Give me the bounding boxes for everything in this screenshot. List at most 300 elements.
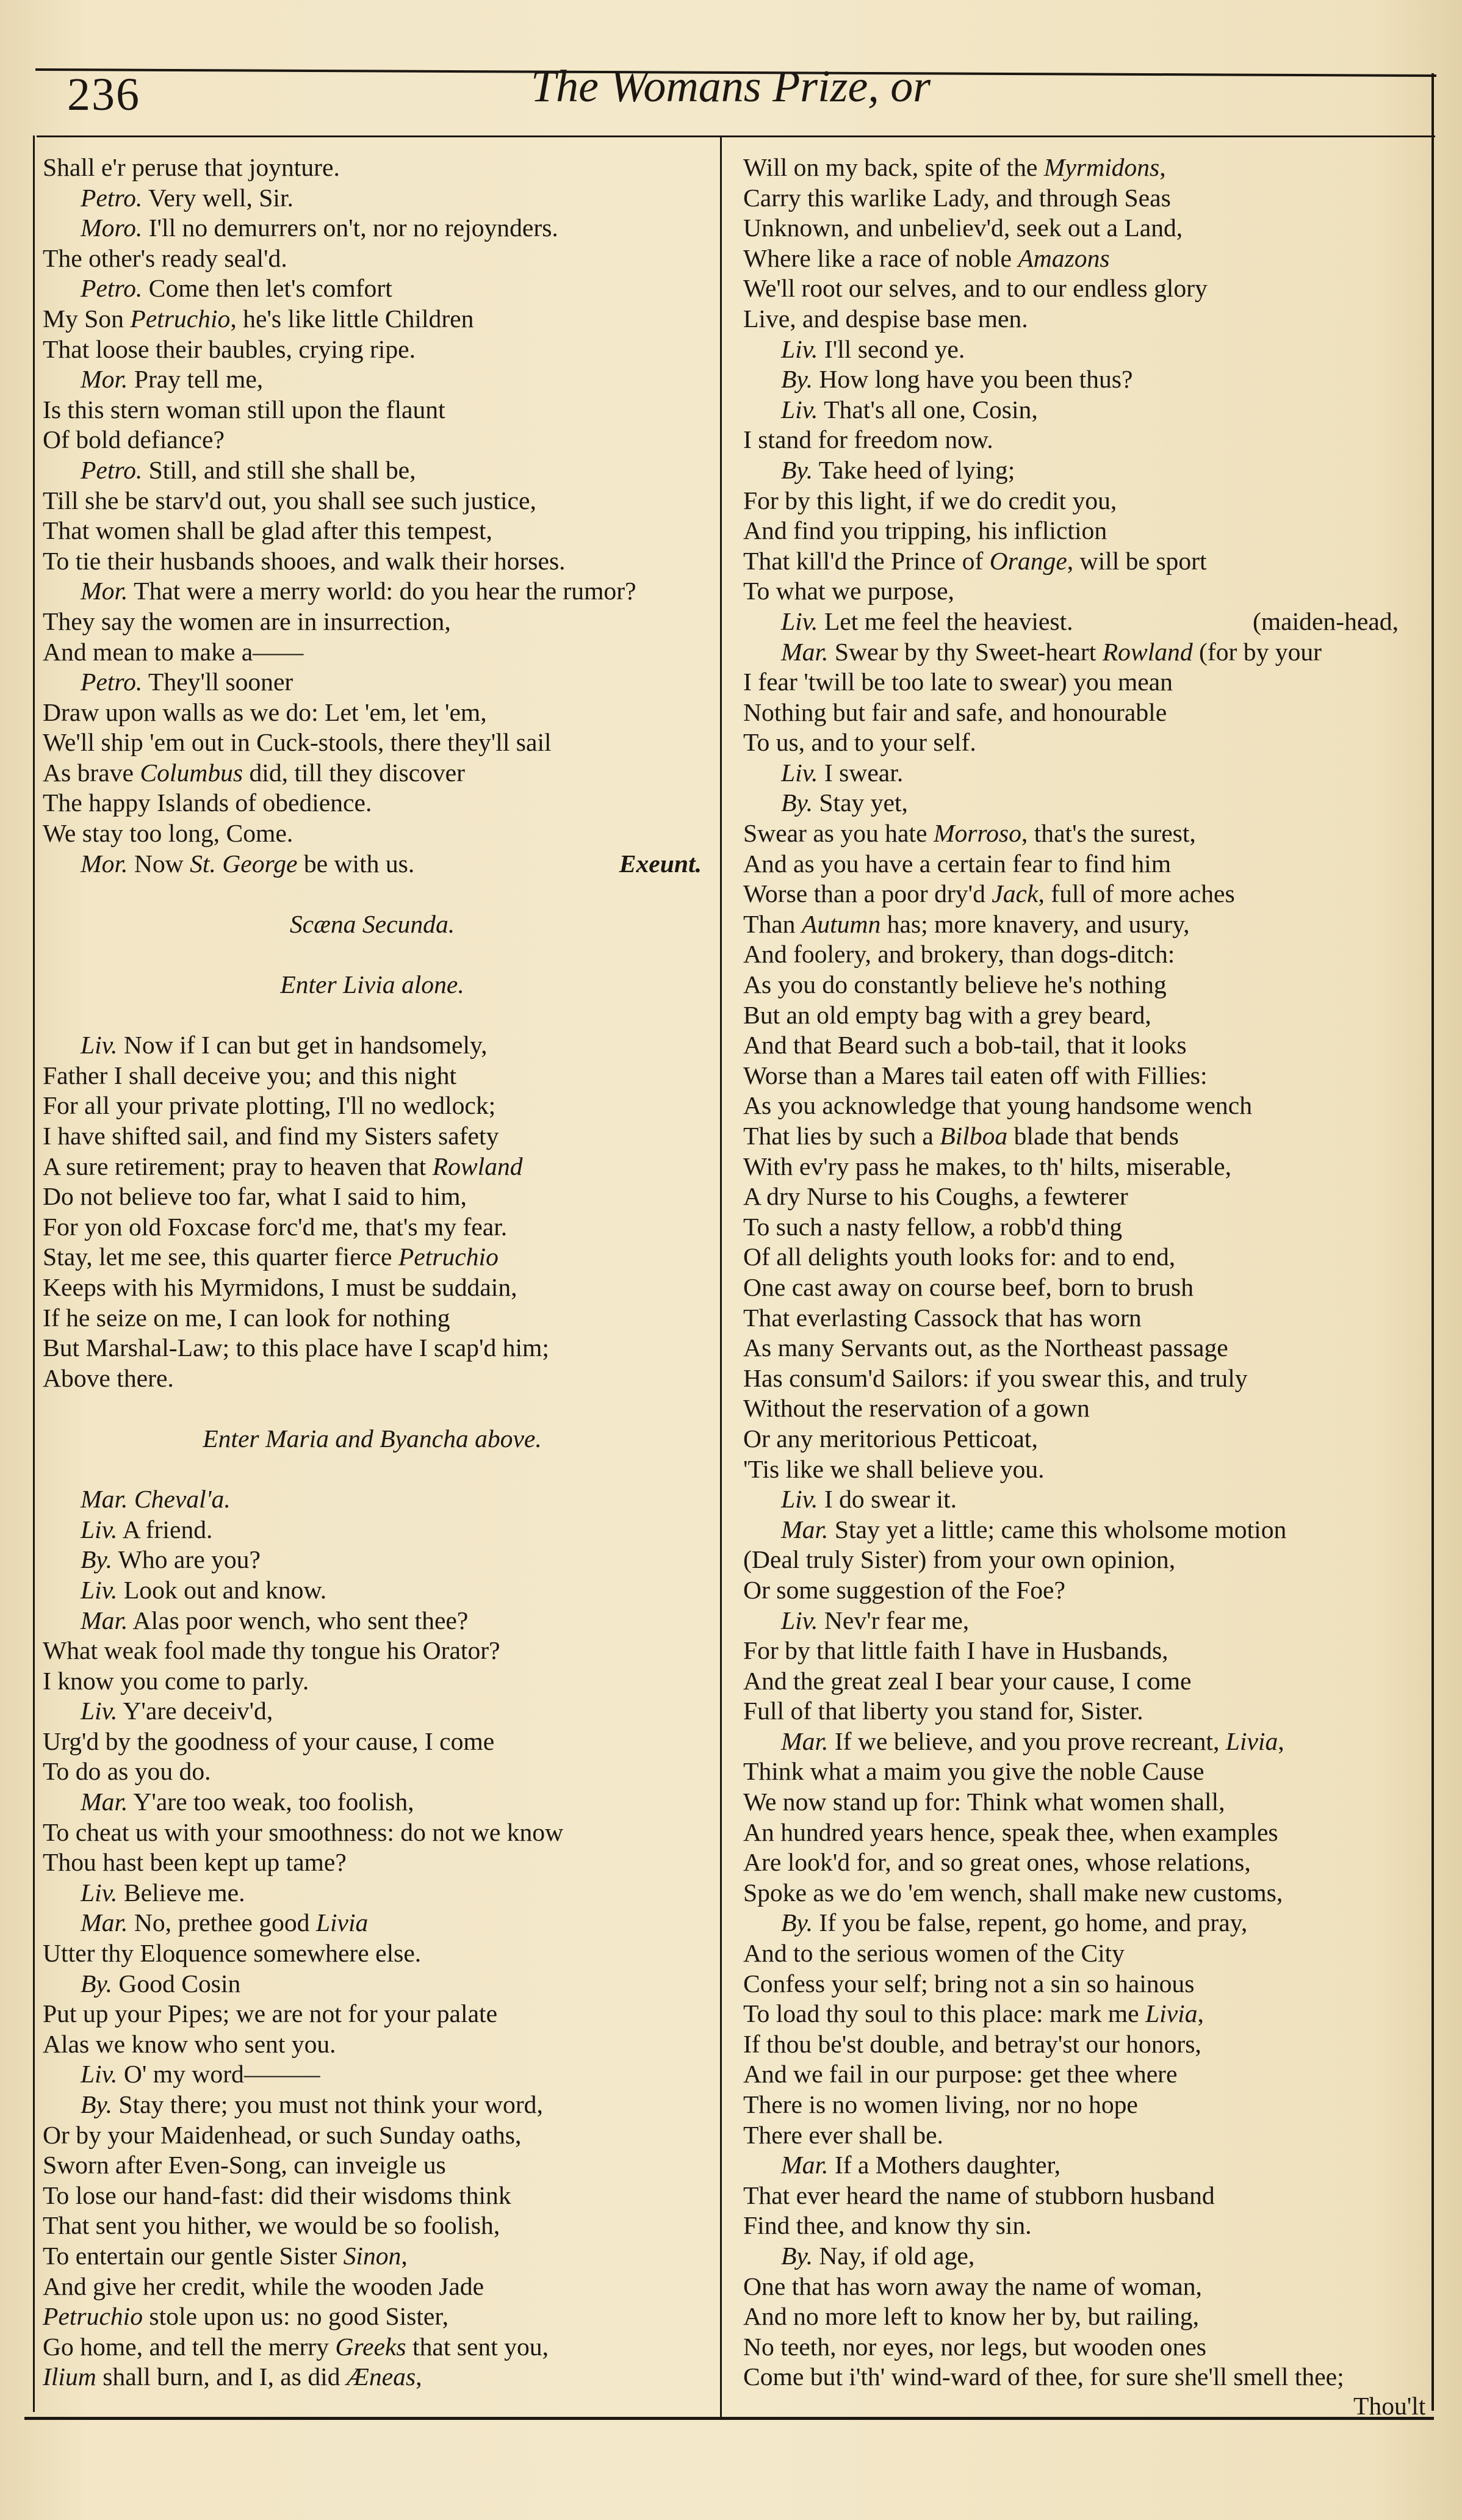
line-text: Swear as you hate [743, 819, 934, 848]
verse-line [43, 1121, 702, 1152]
verse-line [743, 1273, 1421, 1303]
speech-line [743, 758, 1421, 789]
line-text: Now [134, 849, 190, 878]
verse-line [743, 2302, 1421, 2332]
verse-line [743, 576, 1421, 607]
line-text: Urg'd by the goodness of your cause, I come [43, 1727, 495, 1755]
speaker-name: Liv. [781, 395, 818, 424]
italic-name: Greeks [335, 2332, 406, 2361]
verse-line [743, 1999, 1421, 2029]
italic-name: Petruchio [398, 1243, 499, 1271]
line-text: And that Beard such a bob-tail, that it looks [743, 1031, 1187, 1060]
speech-line [743, 1727, 1421, 1757]
verse-line [43, 637, 702, 668]
verse-line [743, 516, 1421, 546]
line-text: , [1197, 1999, 1204, 2028]
line-text: Is this stern woman still upon the flaunt [43, 395, 445, 424]
line-text: That everlasting Cassock that has worn [743, 1303, 1142, 1332]
verse-line [43, 304, 702, 334]
verse-line [43, 2150, 702, 2181]
verse-line [743, 2211, 1421, 2241]
verse-line [43, 2272, 702, 2302]
line-text: We stay too long, Come. [43, 819, 293, 848]
verse-line [743, 1969, 1421, 1999]
line-text: For by that little faith I have in Husbands, [743, 1636, 1169, 1665]
speaker-name: By. [81, 1545, 112, 1574]
line-text: be with us. [297, 849, 415, 878]
verse-line [743, 304, 1421, 334]
verse-line [43, 1061, 702, 1091]
line-text: To cheat us with your smoothness: do not we know [43, 1818, 564, 1846]
line-text: Alas we know who sent you. [43, 2029, 336, 2058]
verse-line [43, 1999, 702, 2029]
line-text: has; more knavery, and usury, [880, 909, 1190, 938]
verse-line [43, 1333, 702, 1363]
line-text: Without the reservation of a gown [743, 1394, 1090, 1423]
italic-name: Æneas [346, 2363, 416, 2391]
line-text: If you be false, repent, go home, and pray, [819, 1908, 1248, 1937]
line-text: O' my word——— [123, 2060, 320, 2089]
line-text: I have shifted sail, and find my Sisters safety [43, 1122, 499, 1150]
speech-line [43, 667, 702, 698]
verse-line [743, 1061, 1421, 1091]
line-text: To such a nasty fellow, a robb'd thing [743, 1212, 1123, 1241]
verse-line [43, 1636, 702, 1666]
speaker-name: By. [781, 2241, 813, 2270]
line-text: I do swear it. [824, 1485, 957, 1514]
catchword: Thou'lt [1353, 2392, 1426, 2420]
line-text: shall burn, and I, as did [96, 2363, 347, 2391]
verse-line [743, 1152, 1421, 1182]
italic-name: Ilium [43, 2363, 96, 2391]
blank-line [43, 1000, 702, 1031]
blank-line [43, 1454, 702, 1485]
line-text: One that has worn away the name of woman, [743, 2272, 1202, 2300]
line-text: Put up your Pipes; we are not for your palate [43, 1999, 498, 2028]
line-text: With ev'ry pass he makes, to th' hilts, miserable, [743, 1152, 1231, 1180]
verse-line [743, 1091, 1421, 1121]
verse-line [743, 1636, 1421, 1666]
right-border [1431, 73, 1434, 2411]
line-text: Above there. [43, 1363, 174, 1392]
line-text: Stay, let me see, this quarter fierce [43, 1243, 398, 1271]
verse-line [743, 2181, 1421, 2211]
line-text: I'll no demurrers on't, nor no rejoynders. [148, 214, 558, 242]
line-text: Stay yet a little; came this wholsome motion [834, 1515, 1287, 1543]
italic-name: Petruchio [130, 304, 231, 333]
verse-line [743, 153, 1421, 183]
line-text: Live, and despise base men. [743, 304, 1028, 333]
speech-line [743, 607, 1421, 637]
line-text: My Son [43, 304, 131, 333]
speaker-name: Petro. [81, 183, 143, 212]
blank-line [43, 879, 702, 909]
line-text: , he's like little Children [230, 304, 474, 333]
speaker-name: Mar. [781, 637, 829, 666]
verse-line [43, 486, 702, 516]
line-text: And foolery, and brokery, than dogs-ditch: [743, 940, 1175, 969]
line-text: Believe me. [123, 1878, 245, 1907]
verse-line [743, 486, 1421, 516]
line-text: (for by your [1192, 637, 1322, 666]
verse-line [743, 879, 1421, 909]
speaker-name: By. [781, 455, 813, 484]
line-text: Keeps with his Myrmidons, I must be suddain, [43, 1273, 517, 1301]
speaker-name: By. [781, 1908, 813, 1937]
verse-line [743, 1696, 1421, 1727]
verse-line [743, 546, 1421, 577]
verse-line [743, 818, 1421, 849]
speech-line [43, 1575, 702, 1606]
line-text: Or some suggestion of the Foe? [743, 1575, 1065, 1604]
verse-line [43, 1091, 702, 1121]
speech-line [43, 576, 702, 607]
speaker-name: Mar. [81, 1788, 128, 1816]
line-text: As many Servants out, as the Northeast passage [743, 1334, 1228, 1362]
line-text: To us, and to your self. [743, 728, 976, 757]
line-text: A sure retirement; pray to heaven that [43, 1152, 433, 1180]
line-text: did, till they discover [243, 758, 465, 787]
speaker-name: Mar. [781, 1515, 829, 1543]
verse-line [43, 425, 702, 455]
speech-line [43, 1545, 702, 1575]
column-divider [720, 135, 722, 2418]
line-text: Will on my back, spite of the [743, 153, 1044, 181]
speaker-name: Liv. [81, 2060, 118, 2089]
speech-line [43, 213, 702, 244]
verse-line [43, 2029, 702, 2060]
line-text: To entertain our gentle Sister [43, 2241, 344, 2270]
line-text: stole upon us: no good Sister, [143, 2302, 448, 2331]
speech-line [43, 2090, 702, 2120]
italic-name: Autumn [801, 909, 881, 938]
italic-name: Livia [1145, 1999, 1198, 2028]
page-number: 236 [67, 69, 140, 120]
line-text: As brave [43, 758, 140, 787]
speaker-name: By. [81, 2090, 112, 2118]
speech-line [743, 637, 1421, 668]
line-text: Alas poor wench, who sent thee? [132, 1606, 469, 1634]
line-text: , [401, 2241, 408, 2270]
italic-name: Orange [989, 546, 1067, 575]
verse-line [743, 909, 1421, 940]
verse-line [743, 1666, 1421, 1697]
verse-line [43, 244, 702, 274]
verse-line [743, 2059, 1421, 2090]
line-text: For yon old Foxcase forc'd me, that's my fear. [43, 1212, 508, 1241]
line-text: I fear 'twill be too late to swear) you mean [743, 668, 1173, 696]
speaker-name: Liv. [781, 758, 818, 787]
verse-line [43, 607, 702, 637]
line-text: Come then let's comfort [148, 274, 392, 303]
italic-name: Rowland [1102, 637, 1193, 666]
turnover-text: (maiden-head, [1252, 607, 1399, 635]
line-text: To load thy soul to this place: mark me [743, 1999, 1146, 2028]
line-text: , [1278, 1727, 1284, 1755]
verse-line [43, 516, 702, 546]
line-text: That women shall be glad after this tempest, [43, 516, 492, 545]
speaker-name: By. [81, 1969, 112, 1998]
line-text: If a Mothers daughter, [834, 2151, 1061, 2179]
verse-line [43, 334, 702, 365]
verse-line [743, 1847, 1421, 1878]
italic-name: Petruchio [43, 2302, 143, 2331]
speech-line [743, 455, 1421, 486]
line-text: And as you have a certain fear to find him [743, 849, 1172, 878]
line-text: And we fail in our purpose: get thee where [743, 2060, 1178, 2089]
verse-line [43, 1847, 702, 1878]
blank-line [43, 1393, 702, 1424]
verse-line [743, 2272, 1421, 2302]
speaker-name: Liv. [81, 1515, 118, 1543]
speaker-name: Mor. [81, 849, 128, 878]
verse-line [43, 546, 702, 577]
line-text: As you acknowledge that young handsome wench [743, 1091, 1252, 1120]
speech-line [743, 788, 1421, 818]
line-text: Look out and know. [123, 1575, 327, 1604]
speech-line [43, 1030, 702, 1061]
line-text: 'Tis like we shall believe you. [743, 1454, 1045, 1483]
stage-direction: Enter Livia alone. [280, 970, 464, 999]
line-text: , full of more aches [1038, 879, 1235, 908]
line-text: that sent you, [406, 2332, 549, 2361]
line-text: For by this light, if we do credit you, [743, 486, 1117, 514]
line-text: Or by your Maidenhead, or such Sunday oaths, [43, 2120, 522, 2149]
verse-line [743, 244, 1421, 274]
line-text: To lose our hand-fast: did their wisdoms think [43, 2181, 511, 2209]
line-text: Father I shall deceive you; and this night [43, 1061, 457, 1089]
speech-line [743, 1515, 1421, 1545]
verse-line [743, 1878, 1421, 1908]
verse-line [43, 1273, 702, 1303]
verse-line [743, 183, 1421, 214]
italic-name: St. George [190, 849, 298, 878]
line-text: Has consum'd Sailors: if you swear this, and truly [743, 1363, 1248, 1392]
line-text: Where like a race of noble [743, 244, 1018, 272]
line-text: Find thee, and know thy sin. [743, 2211, 1032, 2240]
verse-line [43, 2120, 702, 2151]
line-text: Worse than a Mares tail eaten off with Fillies: [743, 1061, 1208, 1089]
verse-line [43, 1182, 702, 1212]
verse-line [43, 1818, 702, 1848]
verse-line [743, 1303, 1421, 1334]
speaker-name: Liv. [781, 1485, 818, 1514]
line-text: A dry Nurse to his Coughs, a fewterer [743, 1182, 1128, 1211]
line-text: Of all delights youth looks for: and to end, [743, 1243, 1176, 1271]
line-text: That were a merry world: do you hear the rumor? [134, 577, 636, 605]
line-text: To do as you do. [43, 1757, 211, 1786]
italic-name: Sinon [343, 2241, 402, 2270]
line-text: Than [743, 909, 802, 938]
line-text: Worse than a poor dry'd [743, 879, 992, 908]
line-text: To what we purpose, [743, 577, 954, 605]
line-text: They say the women are in insurrection, [43, 607, 451, 635]
verse-line [743, 2332, 1421, 2363]
verse-line [743, 1756, 1421, 1787]
bottom-rule [24, 2417, 1434, 2420]
line-text: I know you come to parly. [43, 1666, 309, 1695]
line-text: Who are you? [118, 1545, 261, 1574]
line-text: Spoke as we do 'em wench, shall make new customs, [743, 1878, 1283, 1907]
speaker-name: Liv. [781, 607, 818, 635]
line-text: Now if I can but get in handsomely, [123, 1031, 488, 1060]
verse-line [743, 849, 1421, 879]
verse-line [43, 1666, 702, 1697]
speech-line [743, 2150, 1421, 2181]
verse-line [43, 1152, 702, 1182]
verse-line [743, 1818, 1421, 1848]
line-text: That kill'd the Prince of [743, 546, 990, 575]
line-text: We'll ship 'em out in Cuck-stools, there they'll sail [43, 728, 552, 757]
speech-line [43, 2059, 702, 2090]
line-text: Till she be starv'd out, you shall see such justice, [43, 486, 536, 514]
speech-line [43, 364, 702, 395]
line-text: We now stand up for: Think what women shall, [743, 1788, 1225, 1816]
speaker-name: Liv. [81, 1697, 118, 1725]
verse-line [743, 667, 1421, 698]
stage-direction: Scæna Secunda. [289, 909, 455, 938]
line-text: If thou be'st double, and betray'st our honors, [743, 2029, 1201, 2058]
verse-line [743, 1333, 1421, 1363]
italic-name: Columbus [140, 758, 243, 787]
line-text: A friend. [122, 1515, 213, 1543]
speaker-name: Liv. [81, 1031, 118, 1060]
speech-line [743, 395, 1421, 425]
speaker-name: Moro. [81, 214, 143, 242]
line-text: Do not believe too far, what I said to him, [43, 1182, 467, 1211]
exit-direction: Exeunt. [619, 849, 702, 878]
speech-line [43, 455, 702, 486]
italic-name: Bilboa [940, 1122, 1008, 1150]
line-text: That loose their baubles, crying ripe. [43, 334, 416, 363]
verse-line [743, 273, 1421, 304]
line-text: To tie their husbands shooes, and walk their horses. [43, 546, 566, 575]
line-text: What weak fool made thy tongue his Orator? [43, 1636, 500, 1665]
line-text: Think what a maim you give the noble Cause [743, 1757, 1205, 1786]
verse-line [43, 1242, 702, 1273]
italic-name: Amazons [1018, 244, 1110, 272]
verse-line [743, 2029, 1421, 2060]
line-text: But Marshal-Law; to this place have I scap'd him; [43, 1334, 549, 1362]
line-text: The happy Islands of obedience. [43, 789, 372, 817]
line-text: , [1159, 153, 1166, 181]
verse-line [743, 939, 1421, 970]
line-text: And find you tripping, his infliction [743, 516, 1107, 545]
line-text: An hundred years hence, speak thee, when examples [743, 1818, 1278, 1846]
line-text: Utter thy Eloquence somewhere else. [43, 1939, 422, 1968]
line-text: Y'are too weak, too foolish, [133, 1788, 414, 1816]
line-text: Nothing but fair and safe, and honourable [743, 698, 1167, 726]
verse-line [743, 1242, 1421, 1273]
verse-line [43, 1363, 702, 1394]
speaker-name: Petro. [81, 274, 143, 303]
verse-line [743, 1182, 1421, 1212]
italic-name: Jack [992, 879, 1039, 908]
line-text: Very well, Sir. [148, 183, 293, 212]
line-text: If he seize on me, I can look for nothing [43, 1303, 450, 1332]
line-text: We'll root our selves, and to our endless glory [743, 274, 1208, 303]
speaker-name: By. [781, 789, 813, 817]
verse-line [743, 1212, 1421, 1243]
verse-line [43, 2332, 702, 2363]
line-text: How long have you been thus? [819, 365, 1133, 394]
line-text: And mean to make a—— [43, 637, 304, 666]
line-text: Confess your self; bring not a sin so hainous [743, 1969, 1195, 1998]
line-text: That sent you hither, we would be so foolish, [43, 2211, 500, 2240]
speech-line [43, 183, 702, 214]
line-text: That ever heard the name of stubborn husband [743, 2181, 1215, 2209]
line-text: Are look'd for, and so great ones, whose relations, [743, 1848, 1251, 1877]
top-rule-thin [37, 135, 1435, 137]
verse-line [43, 1212, 702, 1243]
line-text: But an old empty bag with a grey beard, [743, 1000, 1151, 1029]
speaker-name: Petro. [81, 455, 143, 484]
line-text: Let me feel the heaviest. [824, 607, 1073, 635]
line-text: , that's the surest, [1021, 819, 1196, 848]
verse-line [743, 1030, 1421, 1061]
line-text: If we believe, and you prove recreant, [834, 1727, 1226, 1755]
line-text: (Deal truly Sister) from your own opinion, [743, 1545, 1176, 1574]
verse-line [743, 1121, 1421, 1152]
italic-name: Livia [315, 1908, 369, 1937]
running-head: The Womans Prize, or [531, 62, 931, 112]
verse-line [43, 2241, 702, 2272]
line-text: Of bold defiance? [43, 425, 225, 454]
speech-line [743, 2241, 1421, 2272]
verse-line [43, 395, 702, 425]
verse-line [743, 1545, 1421, 1575]
line-text: Stay yet, [819, 789, 908, 817]
line-text: I stand for freedom now. [743, 425, 993, 454]
line-text: There ever shall be. [743, 2120, 943, 2149]
line-text: No teeth, nor eyes, nor legs, but wooden ones [743, 2332, 1206, 2361]
verse-line [43, 2181, 702, 2211]
italic-name: Morroso [933, 819, 1021, 848]
speech-line [743, 1908, 1421, 1938]
verse-line [43, 2211, 702, 2241]
line-text: Good Cosin [118, 1969, 241, 1998]
verse-line [743, 1393, 1421, 1424]
speech-line [743, 1606, 1421, 1636]
line-text: There is no women living, nor no hope [743, 2090, 1138, 2118]
line-text: The other's ready seal'd. [43, 244, 287, 272]
line-text: For all your private plotting, I'll no wedlock; [43, 1091, 496, 1120]
verse-line [743, 1424, 1421, 1454]
speech-line [43, 1969, 702, 1999]
speech-line [43, 273, 702, 304]
speaker-name: Mar. [81, 1908, 128, 1937]
speech-line [43, 1606, 702, 1636]
line-text: Y'are deceiv'd, [123, 1697, 273, 1725]
verse-line [43, 818, 702, 849]
verse-line [743, 1363, 1421, 1394]
speech-line [743, 1484, 1421, 1515]
line-text: As you do constantly believe he's nothing [743, 970, 1167, 999]
line-text: Or any meritorious Petticoat, [743, 1424, 1038, 1453]
verse-line [43, 1303, 702, 1334]
line-text: One cast away on course beef, born to brush [743, 1273, 1194, 1301]
verse-line [43, 2302, 702, 2332]
speaker-name: Mar. [81, 1606, 128, 1634]
speaker-name: Liv. [781, 1606, 818, 1634]
verse-line [43, 1938, 702, 1969]
line-text: I swear. [824, 758, 904, 787]
left-border [33, 135, 35, 2412]
verse-line [743, 1938, 1421, 1969]
line-text: I'll second ye. [824, 334, 965, 363]
line-text: No, prethee good [134, 1908, 316, 1937]
verse-line [43, 2362, 702, 2392]
